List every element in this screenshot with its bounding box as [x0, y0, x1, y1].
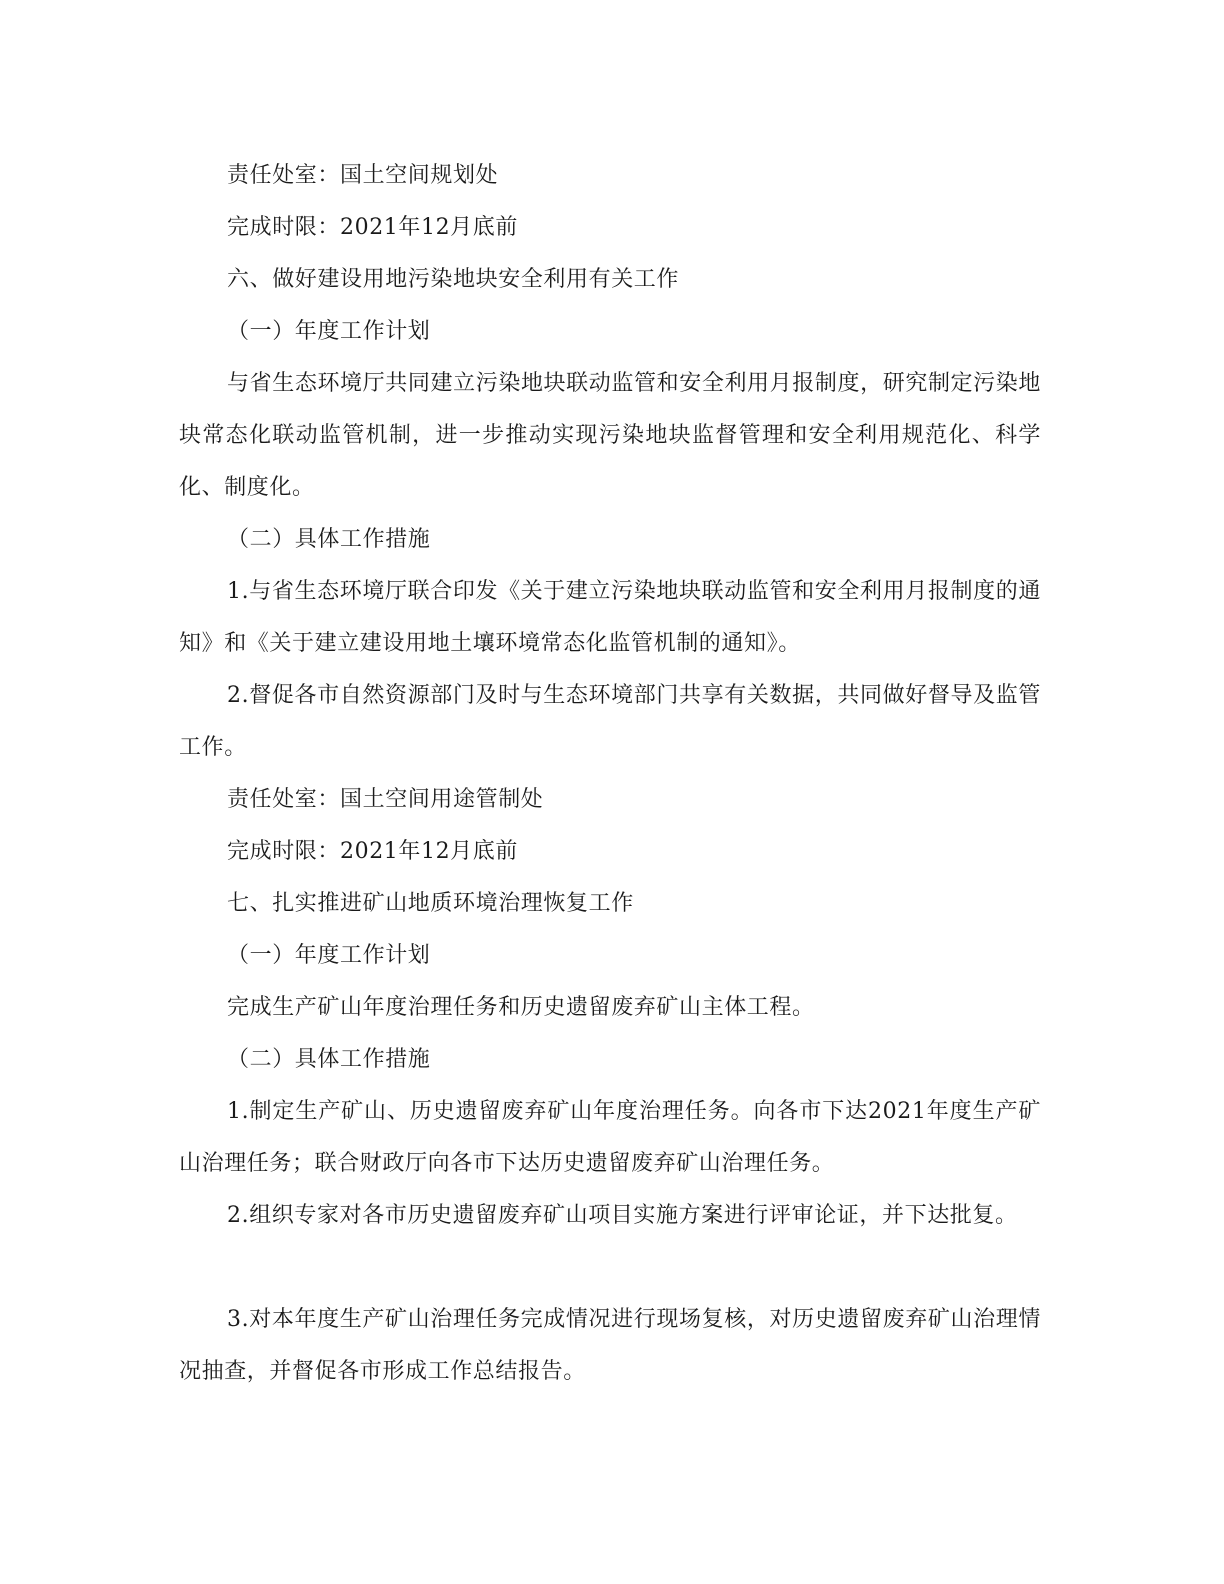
measure-item-2: 2.组织专家对各市历史遗留废弃矿山项目实施方案进行评审论证，并下达批复。	[227, 1203, 1018, 1228]
subheading-specific-measures: （二）具体工作措施	[227, 1047, 431, 1072]
subheading-annual-plan: （一）年度工作计划	[227, 943, 431, 968]
body-paragraph: 与省生态环境厅共同建立污染地块联动监管和安全利用月报制度，研究制定污染地块常态化联动监管机制，进一步推动实现污染地块监督管理和安全利用规范化、科学化、制度化。	[179, 371, 1041, 500]
section-heading-7: 七、扎实推进矿山地质环境治理恢复工作	[227, 891, 634, 916]
measure-item-1: 1.与省生态环境厅联合印发《关于建立污染地块联动监管和安全利用月报制度的通知》和《关于建立建设用地土壤环境常态化监管机制的通知》。	[179, 579, 1041, 656]
measure-item-3: 3.对本年度生产矿山治理任务完成情况进行现场复核，对历史遗留废弃矿山治理情况抽查，并督促各市形成工作总结报告。	[179, 1307, 1041, 1384]
section-heading-6: 六、做好建设用地污染地块安全利用有关工作	[227, 267, 680, 292]
deadline-line: 完成时限：2021年12月底前	[227, 839, 518, 864]
subheading-specific-measures: （二）具体工作措施	[227, 527, 431, 552]
body-paragraph: 完成生产矿山年度治理任务和历史遗留废弃矿山主体工程。	[227, 995, 815, 1020]
deadline-line: 完成时限：2021年12月底前	[227, 215, 518, 240]
responsible-office-line: 责任处室：国土空间规划处	[227, 163, 499, 188]
responsible-office-line: 责任处室：国土空间用途管制处	[227, 787, 544, 812]
measure-item-1: 1.制定生产矿山、历史遗留废弃矿山年度治理任务。向各市下达2021年度生产矿山治理任务；联合财政厅向各市下达历史遗留废弃矿山治理任务。	[179, 1099, 1041, 1176]
measure-item-2: 2.督促各市自然资源部门及时与生态环境部门共享有关数据，共同做好督导及监管工作。	[179, 683, 1041, 760]
subheading-annual-plan: （一）年度工作计划	[227, 319, 431, 344]
